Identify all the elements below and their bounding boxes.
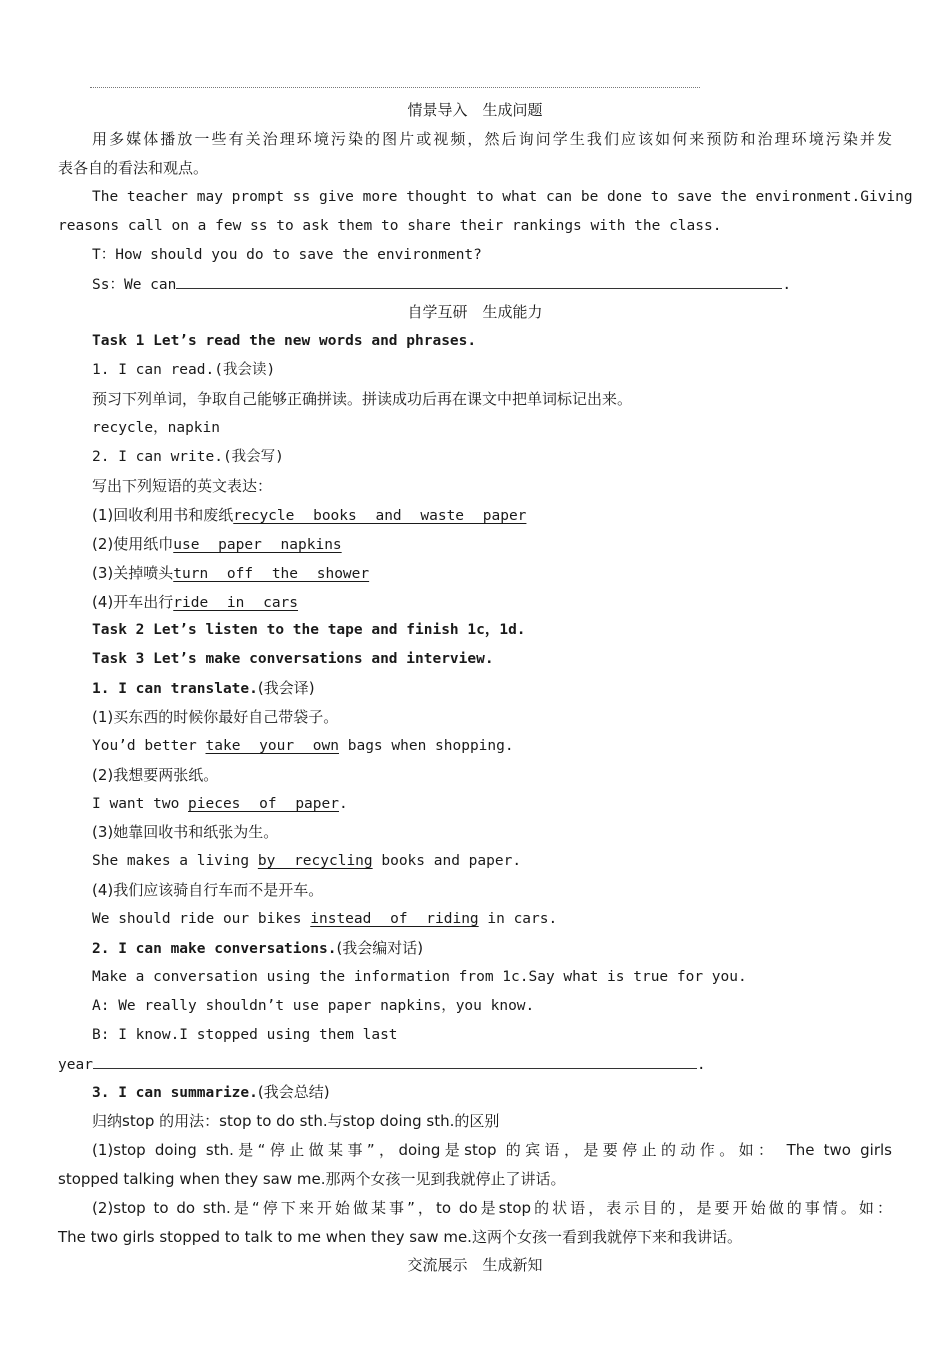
phrase-cn: (1)回收利用书和废纸 xyxy=(92,506,234,524)
translate-label xyxy=(92,678,315,699)
translate-label-cn: (我会译) xyxy=(257,679,315,697)
phrase-item xyxy=(92,592,298,613)
summary-point2-line2: The two girls stopped to talk to me when they saw me.这两个女孩一看到我就停下来和我讲话。 xyxy=(58,1228,742,1246)
translation-blank: pieces of paper xyxy=(188,796,339,812)
translation-prompt: (3)她靠回收书和纸张为生。 xyxy=(92,823,279,841)
translation-blank: instead of riding xyxy=(310,911,479,927)
student-answer-line xyxy=(92,274,791,295)
phrase-item xyxy=(92,534,342,555)
phrase-cn: (3)关掉喷头 xyxy=(92,564,174,582)
translation-answer xyxy=(92,736,514,756)
task1-title: Task 1 Let’s read the new words and phrases. xyxy=(92,333,477,349)
conversation-line-b-cont xyxy=(58,1054,706,1075)
translation-post: books and paper. xyxy=(372,853,522,869)
translation-answer xyxy=(92,794,348,814)
translate-label-en: 1. I can translate. xyxy=(92,681,258,697)
summary-point1-line1: (1)stop doing sth.是“停止做某事”，doing是stop 的宾语，是要停止的动作。如： The two girls xyxy=(92,1141,892,1159)
phrase-answer: ride in cars xyxy=(173,595,299,611)
translation-pre: You’d better xyxy=(92,738,206,754)
summarize-label-en: 3. I can summarize. xyxy=(92,1085,258,1101)
translation-blank: take your own xyxy=(205,738,339,754)
conversation-line-a: A: We really shouldn’t use paper napkins，you know. xyxy=(92,998,535,1014)
translation-prompt: (4)我们应该骑自行车而不是开车。 xyxy=(92,881,324,899)
translation-prompt: (1)买东西的时候你最好自己带袋子。 xyxy=(92,708,339,726)
translation-answer xyxy=(92,851,521,871)
summarize-label-cn: (我会总结) xyxy=(257,1083,330,1101)
conversation-b-prefix: year xyxy=(58,1057,93,1073)
section-heading-intro: 情景导入 生成问题 xyxy=(407,101,543,119)
section-heading-selfstudy: 自学互研 生成能力 xyxy=(407,303,543,321)
translation-pre: I want two xyxy=(92,796,189,812)
translation-pre: We should ride our bikes xyxy=(92,911,311,927)
phrase-item xyxy=(92,563,369,584)
section-heading-exchange: 交流展示 生成新知 xyxy=(407,1256,543,1274)
conversation-label xyxy=(92,938,423,959)
phrase-answer: recycle books and waste paper xyxy=(233,508,527,524)
translation-post: in cars. xyxy=(478,911,558,927)
summarize-label xyxy=(92,1082,330,1103)
conversation-b-suffix: . xyxy=(696,1057,706,1073)
conversation-blank[interactable] xyxy=(93,1054,697,1069)
task3-title: Task 3 Let’s make conversations and interview. xyxy=(92,651,494,667)
answer-prefix: Ss：We can xyxy=(92,277,177,293)
summary-point2-line1: (2)stop to do sth.是“停下来开始做某事”，to do是stop的状语，表示目的，是要开始做的事情。如： xyxy=(92,1199,892,1217)
intro-paragraph-en-line2: reasons call on a few ss to ask them to share their rankings with the class. xyxy=(58,218,722,234)
summarize-title: 归纳stop 的用法：stop to do sth.与stop doing sth.的区别 xyxy=(92,1112,500,1130)
conversation-label-en: 2. I can make conversations. xyxy=(92,941,337,957)
intro-paragraph-en-line1: The teacher may prompt ss give more thought to what can be done to save the environment.Giving xyxy=(92,189,913,205)
answer-blank[interactable] xyxy=(176,274,782,289)
conversation-instruction: Make a conversation using the information from 1c.Say what is true for you. xyxy=(92,969,747,985)
translation-pre: She makes a living xyxy=(92,853,258,869)
translation-prompt: (2)我想要两张纸。 xyxy=(92,766,219,784)
phrase-cn: (4)开车出行 xyxy=(92,593,174,611)
read-label: 1. I can read.(我会读) xyxy=(92,362,276,378)
teacher-question: T：How should you do to save the environment? xyxy=(92,247,482,263)
translation-blank: by recycling xyxy=(257,853,373,869)
write-label: 2. I can write.(我会写) xyxy=(92,449,284,465)
intro-paragraph-cn-line1: 用多媒体播放一些有关治理环境污染的图片或视频，然后询问学生我们应该如何来预防和治理环境污染并发 xyxy=(92,130,892,148)
intro-paragraph-cn-line2: 表各自的看法和观点。 xyxy=(58,159,209,177)
task2-title: Task 2 Let’s listen to the tape and finish 1c，1d. xyxy=(92,622,526,638)
phrase-item xyxy=(92,505,526,526)
conversation-label-cn: (我会编对话) xyxy=(336,939,424,957)
summary-point1-line2: stopped talking when they saw me.那两个女孩一见到我就停止了讲话。 xyxy=(58,1170,566,1188)
phrase-answer: turn off the shower xyxy=(173,566,370,582)
answer-suffix: . xyxy=(782,277,792,293)
phrase-cn: (2)使用纸巾 xyxy=(92,535,174,553)
write-instruction: 写出下列短语的英文表达： xyxy=(92,477,273,495)
header-divider xyxy=(90,87,700,88)
read-words: recycle，napkin xyxy=(92,420,220,436)
translation-post: bags when shopping. xyxy=(339,738,514,754)
translation-answer xyxy=(92,909,557,929)
conversation-line-b: B: I know.I stopped using them last xyxy=(92,1027,398,1043)
read-instruction: 预习下列单词，争取自己能够正确拼读。拼读成功后再在课文中把单词标记出来。 xyxy=(92,390,633,408)
translation-post: . xyxy=(338,796,348,812)
phrase-answer: use paper napkins xyxy=(173,537,342,553)
